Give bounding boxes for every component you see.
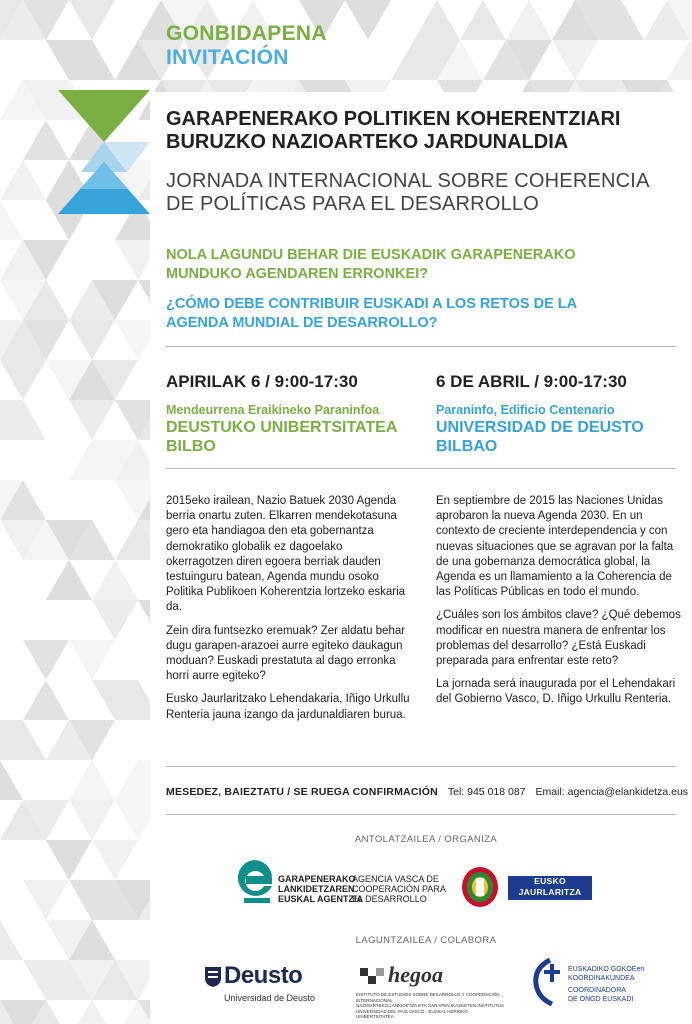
agency-eu-line: LANKIDETZAREN	[278, 884, 355, 894]
basque-government-crest-icon	[460, 866, 500, 908]
title-eu	[166, 108, 686, 154]
background-triangle	[92, 840, 138, 880]
background-triangle	[92, 600, 138, 640]
body-eu-paragraph: Zein dira funtsezko eremuak? Zer aldatu behar dugu garapen-arazoei aurre egiteko daukagun moduan? Euskadi prestatuta al dago erronka horri aurre egiteko?	[166, 624, 406, 683]
hegoa-sub-line: UNIVERSIDAD DEL PAÍS VASCO · EUSKAL HERRIKO UNIBERTSITATEA	[356, 1008, 468, 1019]
green-triangle	[58, 90, 150, 142]
coord-eu-line: EUSKADIKO GGKOEen	[568, 966, 645, 973]
background-triangle	[0, 920, 23, 960]
hegoa-emblem-icon	[358, 966, 386, 988]
background-triangle	[46, 560, 92, 600]
background-triangle	[69, 320, 115, 360]
invitation-heading-eu: GONBIDAPENA	[166, 22, 327, 45]
venue-eu	[166, 418, 426, 456]
title-es-line2: DE POLÍTICAS PARA EL DESARROLLO	[166, 193, 539, 215]
coordinadora-ongd-icon	[530, 958, 564, 1006]
background-triangle	[69, 1000, 115, 1024]
hegoa-logo-text: hegoa	[388, 962, 443, 987]
background-triangle	[23, 680, 69, 720]
hegoa-sub-line: INSTITUTO DE ESTUDIOS SOBRE DESARROLLO Y COOPERACIÓN INTERNACIONAL	[356, 992, 500, 1003]
background-triangle	[46, 840, 92, 880]
gov-es-label: GOBIERNO VASCO	[508, 898, 592, 908]
confirmation-email[interactable]: Email: agencia@elankidetza.eus	[535, 786, 689, 798]
body-eu-paragraph: Eusko Jaurlaritzako Lehendakaria, Iñigo Urkullu Renteria jauna izango da jardunaldiaren burua.	[166, 693, 410, 721]
title-eu-line1: GARAPENERAKO POLITIKEN KOHERENTZIARI	[166, 108, 621, 130]
confirmation-line	[166, 786, 688, 798]
deusto-logo-text: Deusto	[224, 962, 303, 989]
venue-es	[436, 418, 692, 456]
agency-es-line: COOPERACIÓN PARA	[352, 884, 446, 894]
hourglass-triangles-logo	[58, 90, 150, 214]
coordinadora-name	[568, 966, 644, 1004]
title-es	[166, 170, 686, 216]
body-text-es	[436, 494, 682, 716]
collaborators-caption: LAGUNTZAILEA / COLABORA	[355, 935, 497, 946]
divider-middle	[166, 468, 676, 469]
venue-university-eu: DEUSTUKO UNIBERTSITATEA	[166, 419, 398, 436]
coord-es-line: COORDINADORA	[568, 987, 626, 994]
agency-e-logo-icon	[234, 858, 274, 904]
divider-footer	[166, 814, 676, 815]
body-text-eu	[166, 494, 412, 731]
agency-eu-line: GARAPENERAKO	[278, 874, 356, 884]
question-es-line1: ¿CÓMO DEBE CONTRIBUIR EUSKADI A LOS RETOS DE LA	[166, 296, 578, 312]
background-triangle	[0, 160, 46, 200]
question-eu-line1: NOLA LAGUNDU BEHAR DIE EUSKADIK GARAPENERAKO	[166, 247, 576, 263]
title-eu-line2: BURUZKO NAZIOARTEKO JARDUNALDIA	[166, 131, 569, 153]
venue-university-es: UNIVERSIDAD DE DEUSTO	[436, 419, 644, 436]
title-es-line1: JORNADA INTERNACIONAL SOBRE COHERENCIA	[166, 170, 650, 192]
background-triangle	[92, 560, 138, 600]
confirmation-phone[interactable]: Tel: 945 018 087	[447, 786, 526, 798]
background-triangle	[0, 760, 23, 800]
agency-name-es	[352, 874, 446, 904]
body-es-paragraph: La jornada será inaugurada por el Lehendakari del Gobierno Vasco, D. Iñigo Urkullu Renteria.	[436, 678, 676, 706]
background-triangle	[23, 640, 69, 680]
question-eu-line2: MUNDUKO AGENDAREN ERRONKEI?	[166, 266, 429, 282]
agency-eu-line: EUSKAL AGENTZIA	[278, 894, 364, 904]
coord-es-line: DE ONGD EUSKADI	[568, 995, 634, 1003]
event-date-eu: APIRILAK 6 / 9:00-17:30	[166, 372, 358, 391]
venue-hall-eu: Mendeurrena Eraikineko Paraninfoa	[166, 403, 380, 417]
background-triangle	[69, 800, 115, 840]
background-triangle	[69, 760, 115, 800]
deusto-shield-icon	[204, 966, 222, 988]
question-eu	[166, 246, 686, 284]
confirmation-label: MESEDEZ, BAIEZTATU / SE RUEGA CONFIRMACIÓN	[166, 786, 438, 798]
background-triangle	[69, 640, 115, 680]
body-es-paragraph: ¿Cuáles son los ámbitos clave? ¿Qué debemos modificar en nuestra manera de enfrentar los problemas del desarrollo? ¿Está Euskadi preparada para enfrentar este reto?	[436, 609, 681, 668]
agency-name-eu	[278, 874, 363, 904]
background-triangle	[0, 200, 23, 240]
question-es-line2: AGENDA MUNDIAL DE DESARROLLO?	[166, 315, 438, 331]
hegoa-sub-line: NAZIOARTEKO LANKIDETZA ETA GARAPEN IKASKETEN INSTITUTUA	[356, 1003, 504, 1008]
deusto-subtitle: Universidad de Deusto	[224, 993, 316, 1003]
venue-city-eu: BILBO	[166, 438, 216, 455]
divider-top	[166, 346, 676, 347]
venue-hall-es: Paraninfo, Edificio Centenario	[436, 403, 615, 417]
event-date-es: 6 DE ABRIL / 9:00-17:30	[436, 372, 627, 391]
invitation-heading-es: INVITACIÓN	[166, 46, 289, 69]
background-triangle	[0, 360, 46, 400]
body-es-paragraph: En septiembre de 2015 las Naciones Unidas aprobaron la nueva Agenda 2030. En un contexto de creciente interdependencia y con nuevas situaciones que se agravan por la falta de una gobernanza democrática global, la Agenda es un llamamiento a la Coherencia de las Políticas Públicas en todo el mundo.	[436, 495, 674, 599]
question-es	[166, 295, 686, 333]
organizers-caption: ANTOLATZAILEA / ORGANIZA	[354, 834, 498, 845]
hegoa-subtitle	[356, 992, 506, 1020]
basque-government-label	[508, 876, 592, 908]
coord-eu-line: KOORDINAKUNDEA	[568, 974, 635, 982]
venue-city-es: BILBAO	[436, 438, 498, 455]
gov-eu-label: EUSKO JAURLARITZA	[518, 876, 582, 897]
agency-es-line: EL DESARROLLO	[352, 894, 427, 904]
background-triangle	[23, 880, 69, 920]
agency-es-line: AGENCIA VASCA DE	[352, 874, 439, 884]
background-triangle	[69, 0, 115, 40]
background-triangle	[69, 400, 115, 440]
divider-bottom	[166, 766, 676, 767]
body-eu-paragraph: 2015eko irailean, Nazio Batuek 2030 Agenda berria onartu zuten. Elkarren mendekotasuna gero eta handiagoa den eta gobernantza demokratiko globalik ez dagoelako okerragotzen diren egoera berriak dauden testuinguru batean, Agenda mundu osoko Politika Publikoen Koherentzia lortzeko eskaria da.	[166, 495, 406, 614]
